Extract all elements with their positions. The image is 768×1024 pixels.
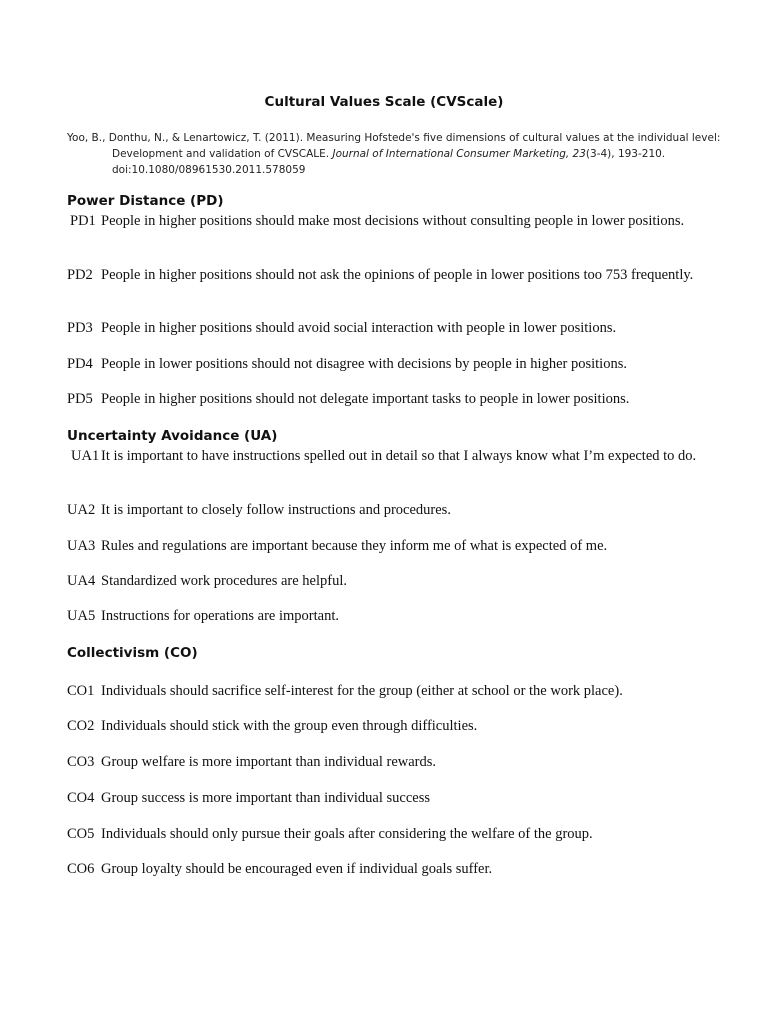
item-code: PD5 <box>67 391 93 407</box>
citation-line-2 <box>67 146 707 162</box>
item-ua2 <box>67 501 707 519</box>
item-pd3 <box>67 319 707 337</box>
item-code: CO4 <box>67 790 95 806</box>
item-text: Individuals should stick with the group even through difficulties. <box>101 718 478 734</box>
citation-title-text: Development and validation of CVSCALE. <box>112 148 333 160</box>
item-pd1 <box>67 212 707 230</box>
item-ua4 <box>67 572 707 590</box>
item-co1 <box>67 682 707 700</box>
item-code: CO5 <box>67 826 95 842</box>
item-text: People in higher positions should make most decisions without consulting people in lower positions. <box>101 213 685 229</box>
item-code: CO3 <box>67 754 95 770</box>
item-co4 <box>67 789 707 807</box>
item-code: PD1 <box>70 213 96 229</box>
item-text: Instructions for operations are important. <box>101 608 339 624</box>
item-pd2 <box>67 266 707 284</box>
section-heading-collectivism: Collectivism (CO) <box>67 645 198 661</box>
item-text: Individuals should only pursue their goals after considering the welfare of the group. <box>101 826 593 842</box>
citation <box>67 130 721 178</box>
document-title: Cultural Values Scale (CVScale) <box>264 94 504 110</box>
item-text: People in higher positions should avoid social interaction with people in lower positions. <box>101 320 617 336</box>
item-code: UA2 <box>67 502 96 518</box>
item-text: Rules and regulations are important because they inform me of what is expected of me. <box>101 538 608 554</box>
item-ua5 <box>67 607 707 625</box>
item-text: People in higher positions should not delegate important tasks to people in lower positions. <box>101 391 630 407</box>
section-heading-power-distance: Power Distance (PD) <box>67 193 224 209</box>
item-code: UA3 <box>67 538 96 554</box>
item-pd4 <box>67 355 707 373</box>
item-co2 <box>67 717 707 735</box>
item-text: People in lower positions should not disagree with decisions by people in higher positions. <box>101 356 627 372</box>
item-text: People in higher positions should not ask the opinions of people in lower positions too 753 frequently. <box>101 267 694 283</box>
item-co6 <box>67 860 707 878</box>
item-ua3 <box>67 537 707 555</box>
item-text: It is important to have instructions spelled out in detail so that I always know what I’m expected to do. <box>101 448 697 464</box>
citation-journal: Journal of International Consumer Marketing, 23 <box>332 148 586 160</box>
item-code: PD2 <box>67 267 93 283</box>
citation-doi: doi:10.1080/08961530.2011.578059 <box>112 164 306 176</box>
item-code: UA5 <box>67 608 96 624</box>
item-code: CO1 <box>67 683 95 699</box>
item-code: UA4 <box>67 573 96 589</box>
item-pd5 <box>67 390 707 408</box>
section-heading-uncertainty-avoidance: Uncertainty Avoidance (UA) <box>67 428 278 444</box>
item-text: Group loyalty should be encouraged even if individual goals suffer. <box>101 861 493 877</box>
item-text: It is important to closely follow instructions and procedures. <box>101 502 451 518</box>
item-text: Group welfare is more important than individual rewards. <box>101 754 437 770</box>
item-code: PD4 <box>67 356 93 372</box>
citation-pages: (3-4), 193-210. <box>585 148 666 160</box>
item-ua1 <box>67 447 707 465</box>
item-code: CO6 <box>67 861 95 877</box>
item-code: UA1 <box>71 448 100 464</box>
item-code: CO2 <box>67 718 95 734</box>
citation-line-1: Yoo, B., Donthu, N., & Lenartowicz, T. (2011). Measuring Hofstede's five dimensions of cultural values at the individual level: <box>67 132 721 144</box>
item-text: Standardized work procedures are helpful. <box>101 573 347 589</box>
item-text: Group success is more important than individual success <box>101 790 431 806</box>
item-code: PD3 <box>67 320 93 336</box>
item-text: Individuals should sacrifice self-interest for the group (either at school or the work place). <box>101 683 623 699</box>
item-co5 <box>67 825 707 843</box>
item-co3 <box>67 753 707 771</box>
